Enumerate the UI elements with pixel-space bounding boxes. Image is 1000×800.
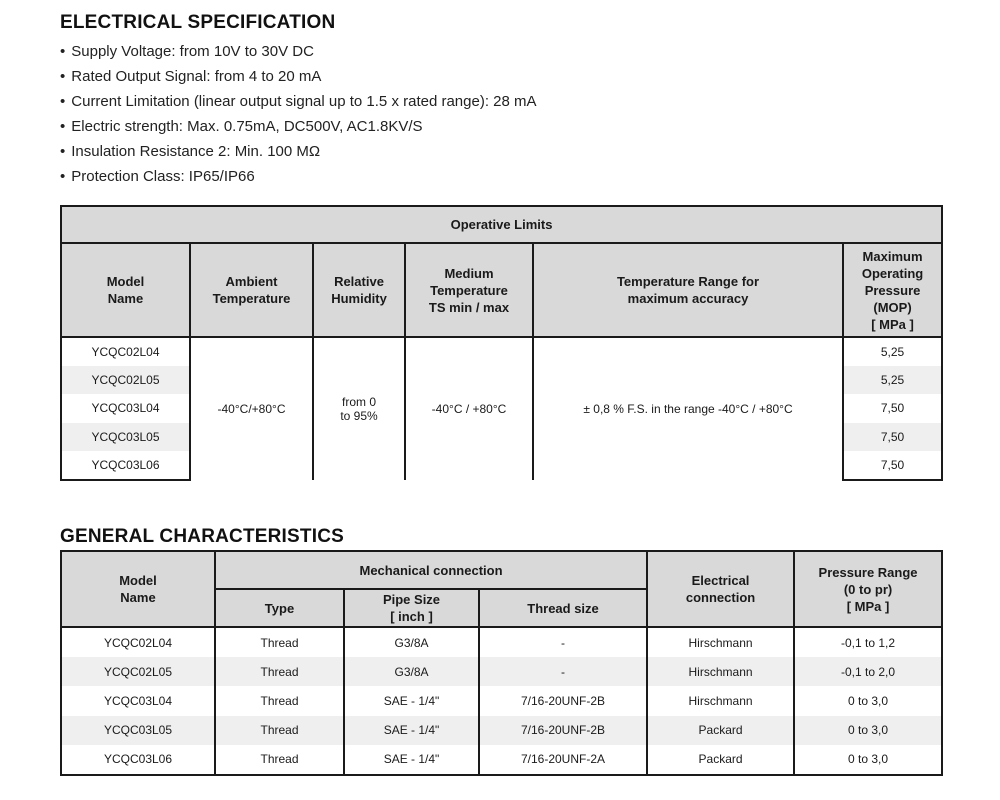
cell-mop: 5,25	[843, 366, 942, 394]
header-medium-temperature: Medium Temperature TS min / max	[405, 243, 533, 337]
table-row	[61, 745, 942, 775]
cell-electrical-connection: Hirschmann	[647, 627, 794, 657]
header-relative-humidity: Relative Humidity	[313, 243, 405, 337]
list-item: • Rated Output Signal: from 4 to 20 mA	[60, 64, 537, 89]
cell-model: YCQC02L05	[61, 657, 215, 686]
cell-model: YCQC03L06	[61, 745, 215, 775]
header-pressure-range: Pressure Range (0 to pr) [ MPa ]	[794, 551, 942, 627]
header-ambient-temperature: Ambient Temperature	[190, 243, 313, 337]
cell-model: YCQC03L05	[61, 716, 215, 745]
table-row	[61, 686, 942, 715]
cell-temperature-range: ± 0,8 % F.S. in the range -40°C / +80°C	[533, 337, 843, 480]
cell-thread-size: -	[479, 627, 647, 657]
operative-limits-table	[60, 205, 943, 481]
cell-pipe-size: SAE - 1/4"	[344, 686, 479, 715]
cell-pipe-size: G3/8A	[344, 627, 479, 657]
cell-pipe-size: SAE - 1/4"	[344, 745, 479, 775]
header-model-name: Model Name	[61, 551, 215, 627]
cell-type: Thread	[215, 686, 344, 715]
cell-type: Thread	[215, 745, 344, 775]
cell-relative-humidity: from 0 to 95%	[313, 337, 405, 480]
cell-model: YCQC02L05	[61, 366, 190, 394]
cell-mop: 5,25	[843, 337, 942, 366]
cell-thread-size: 7/16-20UNF-2B	[479, 686, 647, 715]
list-item: • Protection Class: IP65/IP66	[60, 164, 537, 189]
cell-type: Thread	[215, 627, 344, 657]
table-row	[61, 716, 942, 745]
list-item: • Insulation Resistance 2: Min. 100 MΩ	[60, 139, 537, 164]
cell-model: YCQC03L05	[61, 423, 190, 451]
cell-thread-size: -	[479, 657, 647, 686]
list-item: • Electric strength: Max. 0.75mA, DC500V, AC1.8KV/S	[60, 114, 537, 139]
cell-thread-size: 7/16-20UNF-2B	[479, 716, 647, 745]
header-type: Type	[215, 589, 344, 627]
cell-pipe-size: SAE - 1/4"	[344, 716, 479, 745]
cell-pressure-range: 0 to 3,0	[794, 745, 942, 775]
cell-electrical-connection: Hirschmann	[647, 657, 794, 686]
cell-pressure-range: -0,1 to 1,2	[794, 627, 942, 657]
cell-pressure-range: 0 to 3,0	[794, 716, 942, 745]
cell-mop: 7,50	[843, 423, 942, 451]
general-characteristics-title: GENERAL CHARACTERISTICS	[60, 526, 344, 547]
cell-pressure-range: 0 to 3,0	[794, 686, 942, 715]
cell-model: YCQC02L04	[61, 337, 190, 366]
cell-electrical-connection: Hirschmann	[647, 686, 794, 715]
header-thread-size: Thread size	[479, 589, 647, 627]
cell-pressure-range: -0,1 to 2,0	[794, 657, 942, 686]
general-characteristics-table	[60, 550, 943, 776]
header-electrical-connection: Electrical connection	[647, 551, 794, 627]
cell-model: YCQC03L04	[61, 394, 190, 422]
cell-thread-size: 7/16-20UNF-2A	[479, 745, 647, 775]
operative-limits-title: Operative Limits	[61, 206, 942, 243]
cell-mop: 7,50	[843, 451, 942, 480]
cell-ambient-temperature: -40°C/+80°C	[190, 337, 313, 480]
header-model-name: Model Name	[61, 243, 190, 337]
header-pipe-size: Pipe Size [ inch ]	[344, 589, 479, 627]
cell-model: YCQC03L06	[61, 451, 190, 480]
cell-type: Thread	[215, 657, 344, 686]
table-row	[61, 657, 942, 686]
cell-medium-temperature: -40°C / +80°C	[405, 337, 533, 480]
header-temperature-range: Temperature Range for maximum accuracy	[533, 243, 843, 337]
list-item: • Supply Voltage: from 10V to 30V DC	[60, 39, 537, 64]
cell-model: YCQC02L04	[61, 627, 215, 657]
cell-type: Thread	[215, 716, 344, 745]
cell-pipe-size: G3/8A	[344, 657, 479, 686]
electrical-spec-title: ELECTRICAL SPECIFICATION	[60, 12, 336, 33]
header-mop: Maximum Operating Pressure (MOP) [ MPa ]	[843, 243, 942, 337]
electrical-spec-list	[60, 39, 537, 189]
cell-electrical-connection: Packard	[647, 745, 794, 775]
table-row	[61, 627, 942, 657]
cell-electrical-connection: Packard	[647, 716, 794, 745]
cell-mop: 7,50	[843, 394, 942, 422]
header-mechanical-connection: Mechanical connection	[215, 551, 647, 589]
cell-model: YCQC03L04	[61, 686, 215, 715]
list-item: • Current Limitation (linear output signal up to 1.5 x rated range): 28 mA	[60, 89, 537, 114]
